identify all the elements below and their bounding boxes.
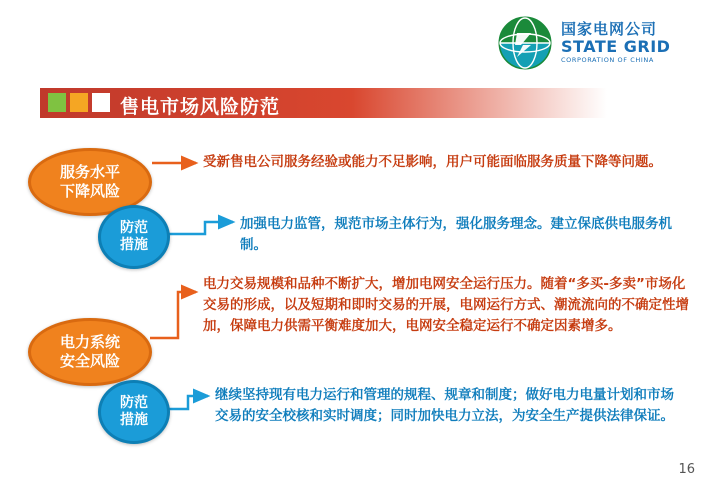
page-title: 售电市场风险防范 <box>120 96 281 118</box>
text-service-risk: 受新售电公司服务经验或能力不足影响，用户可能面临服务质量下降等问题。 <box>203 154 662 170</box>
badge-measure-service[interactable] <box>98 205 170 269</box>
state-grid-logo <box>497 14 697 72</box>
state-grid-globe-icon <box>497 15 553 71</box>
badge-measure-power[interactable] <box>98 380 170 444</box>
logo-company-name-en: STATE GRID <box>561 36 671 56</box>
logo-company-subtitle: CORPORATION OF CHINA <box>561 56 654 65</box>
title-square-green <box>48 93 66 112</box>
title-square-white <box>92 93 110 112</box>
slide-title-bar <box>40 88 607 118</box>
badge-power-risk-line1: 电力系统 <box>59 333 120 352</box>
badge-measure-service-line2: 措施 <box>120 237 148 253</box>
badge-service-risk-line2: 下降风险 <box>59 182 120 200</box>
badge-measure-service-line1: 防范 <box>120 219 148 236</box>
page-number: 16 <box>678 462 695 477</box>
title-square-orange <box>70 93 88 112</box>
text-service-measure: 加强电力监管，规范市场主体行为，强化服务理念。建立保底供电服务机制。 <box>240 216 672 253</box>
logo-company-name-cn: 国家电网公司 <box>561 19 658 38</box>
text-power-measure: 继续坚持现有电力运行和管理的规程、规章和制度；做好电力电量计划和市场交易的安全校核和实时调度；同时加快电力立法，为安全生产提供法律保证。 <box>215 387 674 424</box>
badge-measure-power-line2: 措施 <box>120 412 148 428</box>
text-power-risk: 电力交易规模和品种不断扩大，增加电网安全运行压力。随着“多买-多卖”市场化交易的形成，以及短期和即时交易的开展，电网运行方式、潮流流向的不确定性增加，保障电力供需平衡难度加大，电网安全稳定运行不确定因素增多。 <box>203 276 689 334</box>
badge-measure-power-line1: 防范 <box>120 394 148 411</box>
badge-power-risk-line2: 安全风险 <box>59 352 120 370</box>
badge-power-risk[interactable] <box>28 318 152 386</box>
badge-service-risk-line1: 服务水平 <box>59 163 120 182</box>
